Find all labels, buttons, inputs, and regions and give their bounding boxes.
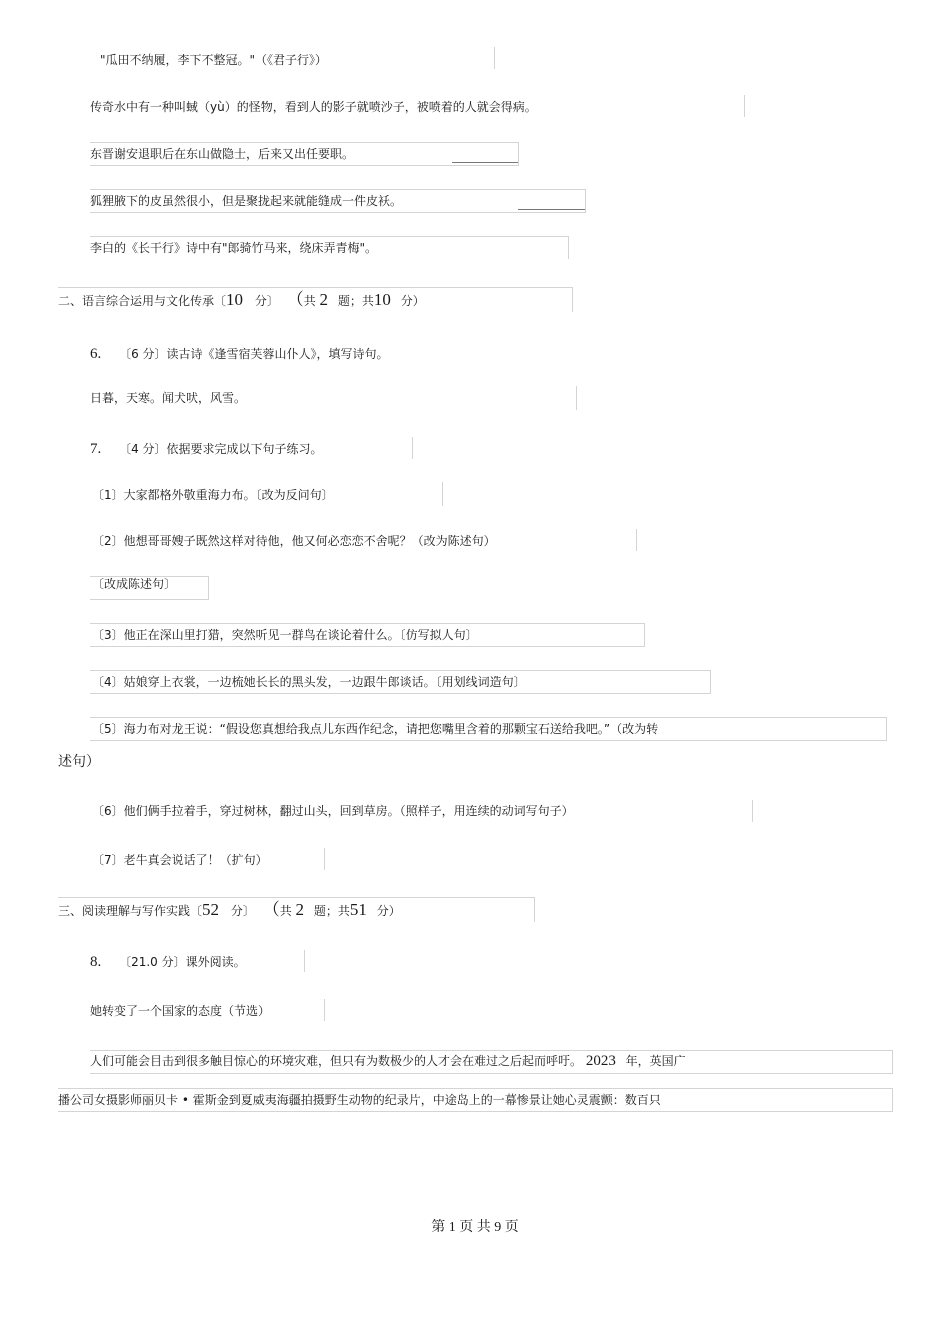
section2-ti: 题；共 <box>337 294 374 308</box>
q8-paragraph-2: 播公司女摄影师丽贝卡 • 霍斯金到夏威夷海疆拍摄野生动物的纪录片，中途岛上的一幕惨景让她心灵震颤：数百只 <box>58 1093 661 1107</box>
section3-count: 2 <box>295 900 305 919</box>
q7-meta: 〔4 分〕依据要求完成以下句子练习。 <box>119 442 323 456</box>
q8-passage-title: 她转变了一个国家的态度（节选） <box>90 1004 271 1018</box>
q8-p1-text: 人们可能会目击到很多触目惊心的环境灾难，但只有为数极少的人才会在难过之后起而呼吁。 <box>90 1054 583 1068</box>
section3-paren: （ <box>262 900 280 919</box>
q8-header <box>90 952 246 972</box>
q7-item-7: 〔7〕老牛真会说话了！（扩句） <box>92 853 268 867</box>
section2-heading <box>58 290 425 311</box>
section2-unit: 分〕 <box>254 294 279 308</box>
section2-fen: 分） <box>400 294 425 308</box>
q8-p1-rest: 年，英国广 <box>625 1054 686 1068</box>
section3-score: 52 <box>202 900 220 919</box>
q6-number: 6. <box>90 346 102 362</box>
q7-item-6: 〔6〕他们俩手拉着手，穿过树林，翻过山头，回到草房。（照样子，用连续的动词写句子） <box>92 804 574 818</box>
section2-gong: 共 <box>303 294 316 308</box>
text-line-5: 李白的《长干行》诗中有"郎骑竹马来，绕床弄青梅"。 <box>90 241 378 255</box>
section2-count: 2 <box>319 290 329 309</box>
q8-meta: 〔21.0 分〕课外阅读。 <box>119 955 246 969</box>
text-line-3: 东晋谢安退职后在东山做隐士，后来又出任要职。 <box>90 147 355 161</box>
q7-item-2b: 〔改成陈述句〕 <box>92 577 177 591</box>
q7-item-1: 〔1〕大家都格外敬重海力布。〔改为反问句〕 <box>92 488 334 502</box>
section3-gong: 共 <box>279 904 292 918</box>
q8-paragraph-1 <box>90 1051 686 1071</box>
section3-fen: 分） <box>376 904 401 918</box>
q7-number: 7. <box>90 441 102 457</box>
q8-p1-year: 2023 <box>585 1053 616 1069</box>
section3-unit: 分〕 <box>230 904 255 918</box>
text-line-2: 传奇水中有一种叫蜮（yù）的怪物，看到人的影子就喷沙子，被喷着的人就会得病。 <box>90 100 537 114</box>
q7-item-5-cont: 述句） <box>58 754 100 770</box>
section3-ti: 题；共 <box>313 904 350 918</box>
q7-item-4: 〔4〕姑娘穿上衣裳，一边梳她长长的黑头发，一边跟牛郎谈话。〔用划线词造句〕 <box>92 675 526 689</box>
q8-number: 8. <box>90 954 102 970</box>
q7-item-3: 〔3〕他正在深山里打猎，突然听见一群鸟在谈论着什么。〔仿写拟人句〕 <box>92 628 478 642</box>
q6-header <box>90 344 389 364</box>
q7-header <box>90 439 323 459</box>
section3-prefix: 三、阅读理解与写作实践〔 <box>58 904 203 918</box>
section3-total: 51 <box>349 900 367 919</box>
section2-paren: （ <box>286 290 304 309</box>
blank-line-3[interactable] <box>452 162 518 163</box>
q6-poem-line: 日暮，天寒。闻犬吠，风雪。 <box>90 391 247 405</box>
q6-meta: 〔6 分〕读古诗《逢雪宿芙蓉山仆人》，填写诗句。 <box>119 347 389 361</box>
blank-line-4[interactable] <box>518 209 585 210</box>
section3-heading <box>58 900 401 921</box>
page-footer: 第 1 页 共 9 页 <box>431 1220 519 1235</box>
section2-prefix: 二、语言综合运用与文化传承〔 <box>58 294 227 308</box>
text-line-4: 狐狸腋下的皮虽然很小，但是聚拢起来就能缝成一件皮袄。 <box>90 194 403 208</box>
q7-item-2: 〔2〕他想哥哥嫂子既然这样对待他，他又何必恋恋不舍呢？（改为陈述句） <box>92 534 496 548</box>
section2-score: 10 <box>226 290 244 309</box>
q7-item-5: 〔5〕海力布对龙王说：“假设您真想给我点儿东西作纪念，请把您嘴里含着的那颗宝石送给我吧。”（改为转 <box>92 722 659 736</box>
text-line-1: "瓜田不纳履，李下不整冠。"（《君子行》） <box>100 53 328 67</box>
section2-total: 10 <box>373 290 391 309</box>
